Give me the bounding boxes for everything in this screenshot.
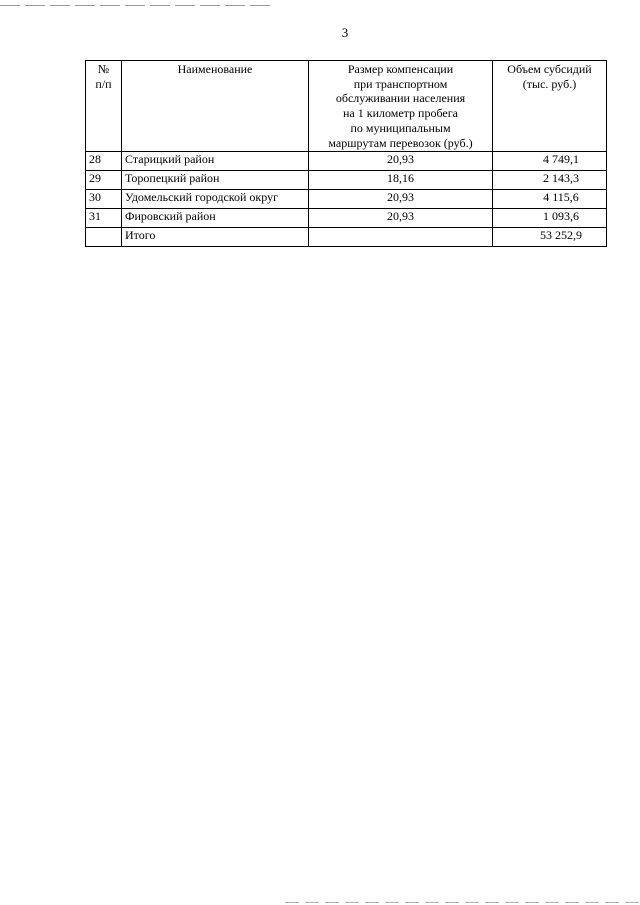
page-number: 3 xyxy=(341,25,349,40)
total-rate xyxy=(309,228,493,247)
total-amount: 53 252,9 xyxy=(493,228,607,247)
row-number: 29 xyxy=(86,171,122,190)
row-amount: 4 115,6 xyxy=(493,190,607,209)
row-number: 31 xyxy=(86,209,122,228)
header-line: маршрутам перевозок (руб.) xyxy=(328,135,473,150)
total-label: Итого xyxy=(122,228,309,247)
subsidies-table xyxy=(85,60,607,247)
row-number: 28 xyxy=(86,152,122,171)
table-row xyxy=(86,171,607,190)
total-number xyxy=(86,228,122,247)
row-rate: 20,93 xyxy=(309,152,493,171)
header-name xyxy=(122,61,309,152)
row-amount: 1 093,6 xyxy=(493,209,607,228)
row-name: Фировский район xyxy=(122,209,309,228)
header-line: Размер компенсации xyxy=(347,62,454,76)
row-amount: 2 143,3 xyxy=(493,171,607,190)
header-amount xyxy=(493,61,607,152)
header-line: (тыс. руб.) xyxy=(522,76,577,91)
header-line: по муниципальным xyxy=(350,120,451,135)
header-line: Наименование xyxy=(177,62,253,76)
header-line: Объем субсидий xyxy=(507,62,592,76)
table-header-row xyxy=(86,61,607,152)
row-name: Удомельский городской округ xyxy=(122,190,309,209)
header-line: № xyxy=(97,62,110,76)
scan-edge-top xyxy=(0,5,275,6)
row-amount: 4 749,1 xyxy=(493,152,607,171)
row-name: Торопецкий район xyxy=(122,171,309,190)
header-line: обслуживании населения xyxy=(335,91,466,106)
header-line: на 1 километр пробега xyxy=(342,106,458,121)
table-row xyxy=(86,190,607,209)
header-rate xyxy=(309,61,493,152)
table-row xyxy=(86,152,607,171)
header-line: при транспортном xyxy=(353,76,448,91)
row-rate: 20,93 xyxy=(309,190,493,209)
row-rate: 18,16 xyxy=(309,171,493,190)
header-line: п/п xyxy=(95,76,112,91)
table-total-row xyxy=(86,228,607,247)
table-row xyxy=(86,209,607,228)
row-rate: 20,93 xyxy=(309,209,493,228)
header-number xyxy=(86,61,122,152)
row-number: 30 xyxy=(86,190,122,209)
scan-edge-bottom xyxy=(285,902,640,903)
row-name: Старицкий район xyxy=(122,152,309,171)
